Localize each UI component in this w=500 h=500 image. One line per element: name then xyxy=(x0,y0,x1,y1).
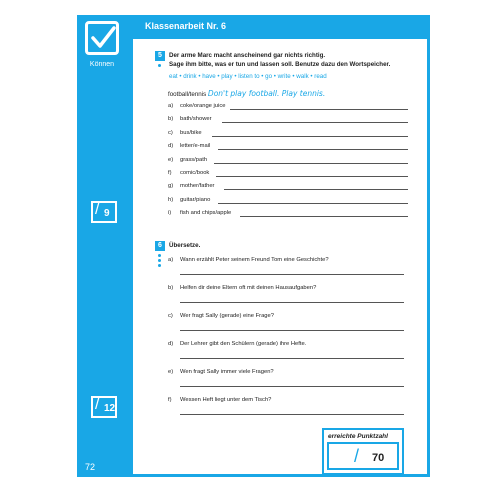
answer-line[interactable] xyxy=(224,189,408,190)
item-prompt: bus/bike xyxy=(180,129,202,136)
answer-line[interactable] xyxy=(218,149,408,150)
answer-row[interactable] xyxy=(168,100,408,113)
answer-line[interactable] xyxy=(216,176,408,177)
item-prompt: Helfen dir deine Eltern oft mit deinen Hausaufgaben? xyxy=(180,285,317,291)
exercise-6-badge: 6 xyxy=(155,241,165,251)
example-answer: Don't play football. Play tennis. xyxy=(207,89,326,98)
answer-line[interactable] xyxy=(240,216,408,217)
item-prompt: grass/path xyxy=(180,156,208,163)
score-input-frame[interactable] xyxy=(327,442,399,470)
difficulty-dots xyxy=(158,64,162,69)
answer-line[interactable] xyxy=(222,122,408,123)
answer-line[interactable] xyxy=(212,136,408,137)
item-prompt: Wer fragt Sally (gerade) eine Frage? xyxy=(180,313,274,319)
total-score-box xyxy=(322,428,404,475)
exercise-5-badge: 5 xyxy=(155,51,165,61)
item-prompt: fish and chips/apple xyxy=(180,210,232,217)
exercise-6-instruction: Übersetze. xyxy=(169,242,201,249)
item-prompt: Der Lehrer gibt den Schülern (gerade) ihre Hefte. xyxy=(180,341,307,347)
exercise-5-items xyxy=(168,100,408,221)
item-letter: b) xyxy=(168,285,174,291)
answer-row[interactable] xyxy=(168,127,408,140)
item-letter: e) xyxy=(168,369,174,375)
item-prompt: letter/e-mail xyxy=(180,143,211,150)
page-title: Klassenarbeit Nr. 6 xyxy=(145,21,227,31)
answer-row[interactable] xyxy=(168,154,408,167)
answer-line[interactable] xyxy=(180,302,404,303)
item-letter: a) xyxy=(168,103,174,109)
item-prompt: comic/book xyxy=(180,169,210,176)
answer-line[interactable] xyxy=(180,386,404,387)
difficulty-dots xyxy=(158,254,162,269)
answer-row[interactable] xyxy=(168,194,408,207)
item-prompt: Wen fragt Sally immer viele Fragen? xyxy=(180,369,274,375)
answer-line[interactable] xyxy=(214,163,408,164)
item-prompt: Wann erzählt Peter seinem Freund Tom eine Geschichte? xyxy=(180,257,329,263)
instruction-line: Der arme Marc macht anscheinend gar nichts richtig. xyxy=(169,52,326,59)
score-tag-ex5: / 9 xyxy=(91,201,117,223)
score-tag-ex6: / 12 xyxy=(91,396,117,418)
answer-row[interactable] xyxy=(168,113,408,126)
instruction-line: Sage ihm bitte, was er tun und lassen soll. Benutze dazu den Wortspeicher. xyxy=(169,61,391,68)
item-letter: a) xyxy=(168,257,174,263)
page-number: 72 xyxy=(84,462,95,472)
answer-line[interactable] xyxy=(218,203,408,204)
score-slash: / xyxy=(354,446,360,466)
item-prompt: guitar/piano xyxy=(180,196,211,203)
answer-line[interactable] xyxy=(180,414,404,415)
score-total: 70 xyxy=(372,452,385,464)
item-letter: f) xyxy=(168,397,172,403)
score-tag-value: 9 xyxy=(104,208,110,219)
item-prompt: coke/orange juice xyxy=(180,103,226,109)
example-row xyxy=(168,89,325,98)
score-tag-value: 12 xyxy=(104,403,116,414)
item-prompt: Wessen Heft liegt unter dem Tisch? xyxy=(180,397,272,403)
example-prompt: football/tennis xyxy=(168,91,207,98)
answer-line[interactable] xyxy=(180,358,404,359)
item-letter: c) xyxy=(168,313,173,319)
checkmark-icon xyxy=(85,21,119,55)
answer-row[interactable] xyxy=(168,140,408,153)
exercise-5-instruction xyxy=(169,51,390,69)
answer-line[interactable] xyxy=(180,274,404,275)
header-bar xyxy=(133,15,430,39)
word-bank: eat • drink • have • play • listen to • go • write • walk • read xyxy=(169,73,327,80)
left-sidebar xyxy=(77,15,133,477)
score-label: erreichte Punktzahl xyxy=(328,433,388,440)
answer-row[interactable] xyxy=(168,167,408,180)
item-letter: e) xyxy=(168,156,174,163)
answer-row[interactable] xyxy=(168,207,408,220)
item-letter: d) xyxy=(168,341,174,347)
answer-line[interactable] xyxy=(230,109,408,110)
answer-line[interactable] xyxy=(180,330,404,331)
item-letter: c) xyxy=(168,129,173,136)
item-letter: g) xyxy=(168,183,174,190)
item-prompt: mother/father xyxy=(180,183,215,190)
item-letter: b) xyxy=(168,116,174,123)
item-letter: i) xyxy=(168,210,172,217)
logo-label: Können xyxy=(89,61,115,68)
item-letter: h) xyxy=(168,196,174,203)
item-letter: d) xyxy=(168,143,174,150)
item-letter: f) xyxy=(168,169,172,176)
answer-row[interactable] xyxy=(168,180,408,193)
item-prompt: bath/shower xyxy=(180,116,212,123)
